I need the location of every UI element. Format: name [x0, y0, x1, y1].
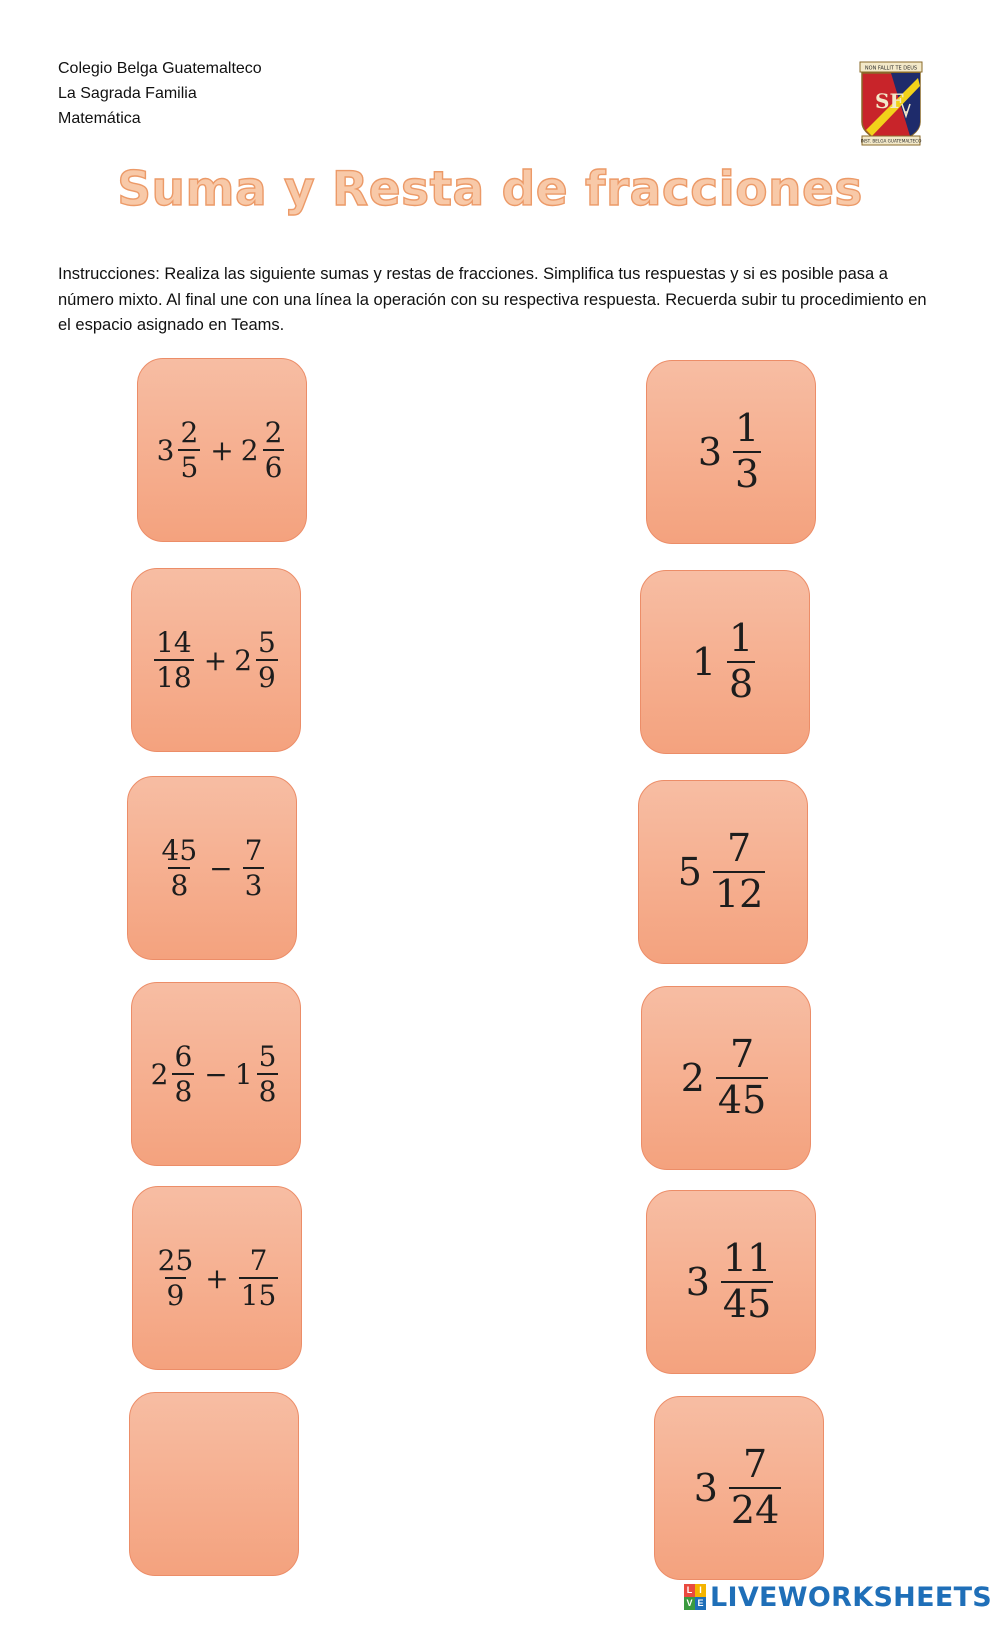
numerator: 2 [264, 415, 283, 449]
fraction [239, 1243, 279, 1312]
denominator: 8 [174, 1075, 193, 1108]
numerator: 7 [249, 1243, 268, 1277]
operator: − [209, 851, 233, 885]
liveworksheets-mark-icon [684, 1584, 706, 1610]
denominator: 45 [722, 1282, 772, 1326]
crest-motto-top: NON FALLIT TE DEUS [864, 65, 918, 72]
operator: + [203, 643, 228, 677]
mark-letter: E [695, 1597, 706, 1610]
numerator: 2 [180, 415, 199, 449]
school-section: La Sagrada Familia [58, 85, 197, 102]
mark-letter: V [684, 1597, 695, 1610]
fraction [178, 415, 200, 484]
whole-number: 1 [234, 1057, 253, 1091]
fraction [256, 625, 278, 694]
answer-mixed-number [677, 826, 769, 916]
fraction [243, 833, 265, 902]
whole-number: 2 [234, 643, 253, 677]
answer-card-3[interactable] [638, 780, 808, 964]
denominator: 24 [730, 1488, 780, 1532]
answer-card-4[interactable] [641, 986, 811, 1170]
whole-number: 3 [156, 433, 175, 467]
answer-card-5[interactable] [646, 1190, 816, 1374]
answer-mixed-number [691, 616, 758, 706]
numerator: 6 [174, 1039, 193, 1073]
numerator: 14 [156, 625, 192, 659]
answer-mixed-number [680, 1032, 772, 1122]
whole-number: 2 [680, 1056, 705, 1100]
operation-card-1[interactable] [137, 358, 307, 542]
operation-expression [157, 833, 268, 902]
operation-card-5[interactable] [132, 1186, 302, 1370]
operation-card-3[interactable] [127, 776, 297, 960]
school-header [58, 56, 262, 131]
denominator: 9 [166, 1279, 185, 1312]
operation-expression [156, 415, 288, 484]
denominator: 9 [258, 661, 276, 694]
operation-expression [150, 1039, 282, 1108]
operation-card-2[interactable] [131, 568, 301, 752]
fraction [263, 415, 285, 484]
operation-card-4[interactable] [131, 982, 301, 1166]
numerator: 11 [722, 1236, 772, 1281]
school-crest-logo [858, 60, 924, 148]
denominator: 12 [714, 872, 764, 916]
whole-number: 3 [685, 1260, 710, 1304]
denominator: 5 [180, 451, 199, 484]
fraction [716, 1032, 768, 1122]
whole-number: 2 [150, 1057, 169, 1091]
fraction [257, 1039, 279, 1108]
answer-card-6[interactable] [654, 1396, 824, 1580]
operator: − [204, 1057, 228, 1091]
denominator: 45 [717, 1078, 767, 1122]
fraction [160, 833, 200, 902]
numerator: 7 [244, 833, 263, 867]
crest-motto-bottom: INST. BELGA GUATEMALTECO [860, 138, 922, 144]
fraction [729, 1442, 781, 1532]
whole-number: 1 [691, 640, 716, 684]
school-name: Colegio Belga Guatemalteco [58, 60, 262, 77]
fraction [713, 826, 765, 916]
numerator: 25 [157, 1243, 194, 1277]
numerator: 45 [161, 833, 198, 867]
numerator: 5 [258, 625, 276, 659]
denominator: 18 [156, 661, 192, 694]
whole-number: 3 [693, 1466, 718, 1510]
numerator: 1 [735, 406, 760, 451]
numerator: 7 [742, 1442, 768, 1487]
crest-monogram: SF [875, 89, 904, 113]
numerator: 5 [258, 1039, 277, 1073]
operation-expression [153, 1243, 282, 1312]
denominator: 3 [244, 869, 263, 902]
denominator: 15 [240, 1279, 277, 1312]
answer-card-1[interactable] [646, 360, 816, 544]
page-title: Suma y Resta de fracciones [117, 162, 863, 217]
answer-mixed-number [693, 1442, 785, 1532]
fraction [733, 406, 761, 496]
operator: + [210, 433, 234, 467]
numerator: 1 [729, 616, 754, 661]
denominator: 8 [170, 869, 189, 902]
fraction [727, 616, 755, 706]
operation-expression [151, 625, 281, 694]
liveworksheets-wordmark: LIVEWORKSHEETS [710, 1581, 993, 1613]
denominator: 8 [258, 1075, 277, 1108]
denominator: 3 [735, 452, 760, 496]
mark-letter: L [684, 1584, 695, 1597]
fraction [154, 625, 194, 694]
whole-number: 5 [677, 850, 702, 894]
subject-name: Matemática [58, 110, 141, 127]
numerator: 7 [729, 1032, 755, 1077]
instructions-text: Instrucciones: Realiza las siguiente sumas y restas de fracciones. Simplifica tus respuestas y si es posible pasa a número mixto. Al final une con una línea la operación con su respectiva respuesta. Recuerda subir tu procedimiento en el espacio asignado en Teams. [58, 265, 927, 334]
answer-card-2[interactable] [640, 570, 810, 754]
operator: + [205, 1261, 229, 1295]
fraction [172, 1039, 194, 1108]
operation-card-6-empty[interactable] [129, 1392, 299, 1576]
mark-letter: I [695, 1584, 706, 1597]
whole-number: 3 [697, 430, 722, 474]
denominator: 8 [729, 662, 754, 706]
liveworksheets-logo[interactable] [684, 1579, 992, 1615]
answer-mixed-number [685, 1236, 777, 1326]
answer-mixed-number [697, 406, 764, 496]
whole-number: 2 [240, 433, 259, 467]
numerator: 7 [726, 826, 752, 871]
fraction [721, 1236, 773, 1326]
denominator: 6 [264, 451, 283, 484]
fraction [156, 1243, 196, 1312]
